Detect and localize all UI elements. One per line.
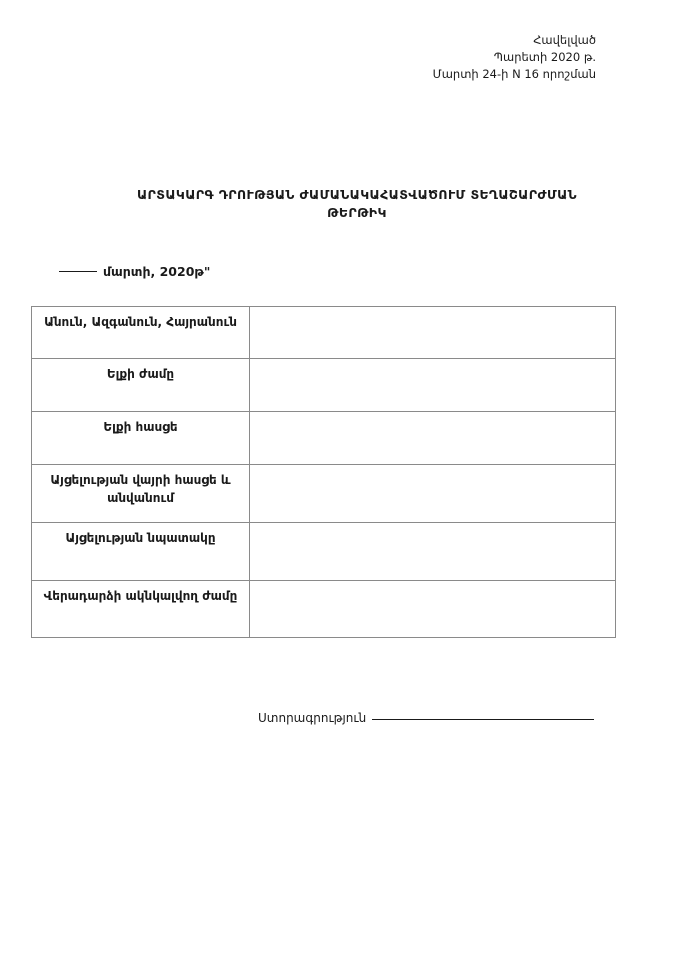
- row-label-departure-address: Ելքի հասցե: [32, 412, 250, 465]
- table-row: [32, 523, 616, 581]
- date-text: մարտի, 2020թ": [103, 264, 211, 279]
- approval-line-2: Պարետի 2020 թ.: [493, 50, 596, 64]
- row-label-visit-purpose: Այցելության նպատակը: [32, 523, 250, 581]
- date-line: [59, 264, 210, 279]
- table-row: [32, 307, 616, 359]
- row-value-return-time[interactable]: [250, 581, 616, 638]
- document-title-line-2: ԹԵՐԹԻԿ: [327, 205, 387, 220]
- row-value-departure-time[interactable]: [250, 359, 616, 412]
- row-value-departure-address[interactable]: [250, 412, 616, 465]
- row-value-full-name[interactable]: [250, 307, 616, 359]
- table-row: [32, 359, 616, 412]
- document-title: [40, 186, 674, 222]
- row-label-full-name: Անուն, Ազգանուն, Հայրանուն: [32, 307, 250, 359]
- row-value-visit-address[interactable]: [250, 465, 616, 523]
- table-row: [32, 581, 616, 638]
- table-row: [32, 412, 616, 465]
- signature-block: [258, 711, 594, 725]
- approval-line-1: Հավելված: [533, 33, 596, 47]
- approval-block: [433, 32, 596, 83]
- row-label-departure-time: Ելքի ժամը: [32, 359, 250, 412]
- date-blank-line: [59, 271, 97, 272]
- row-label-return-time: Վերադարձի ակնկալվող ժամը: [32, 581, 250, 638]
- document-title-line-1: ԱՐՏԱԿԱՐԳ ԴՐՈՒԹՅԱՆ ԺԱՄԱՆԱԿԱՀԱՏՎԱԾՈՒՄ ՏԵՂԱՇԱՐԺՄԱՆ: [136, 187, 578, 202]
- table-row: [32, 465, 616, 523]
- row-label-visit-address: Այցելության վայրի հասցե և անվանում: [32, 465, 250, 523]
- travel-form-table: [31, 306, 616, 638]
- row-value-visit-purpose[interactable]: [250, 523, 616, 581]
- signature-line[interactable]: [372, 719, 594, 720]
- signature-label: Ստորագրություն: [258, 711, 367, 725]
- approval-line-3: Մարտի 24-ի N 16 որոշման: [432, 67, 596, 81]
